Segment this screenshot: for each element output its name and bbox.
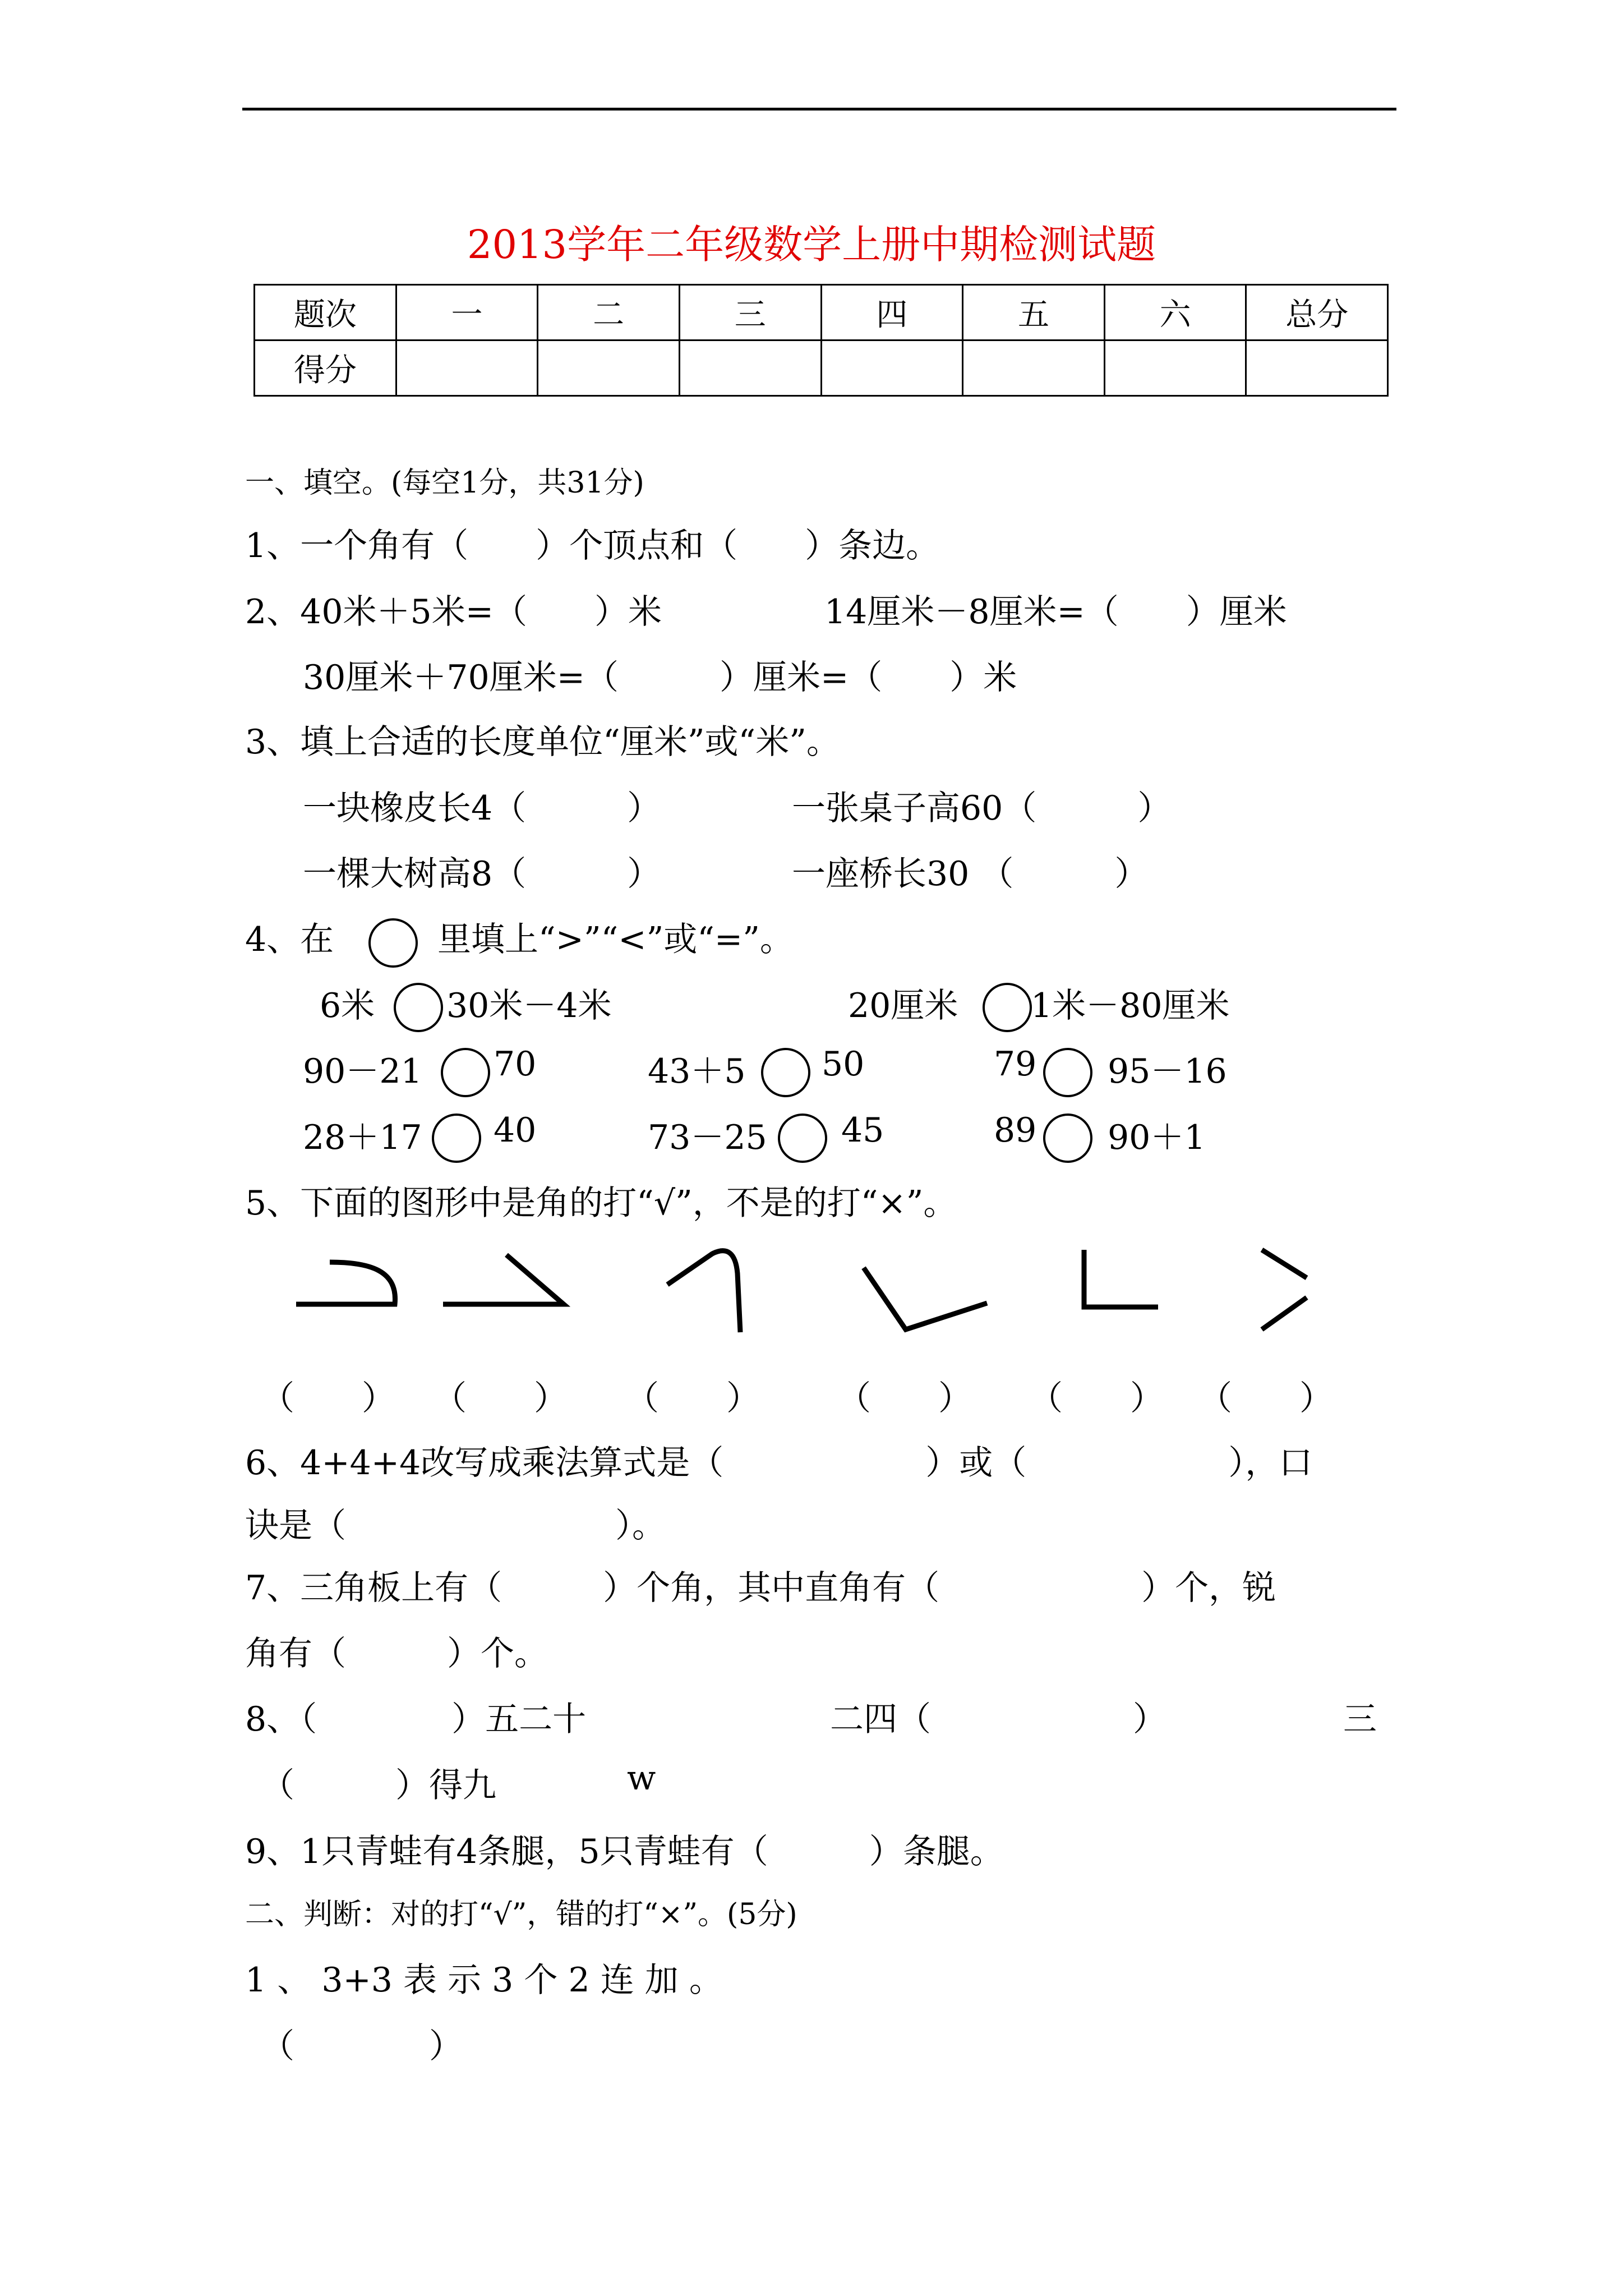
answer-blank[interactable]: （ ） <box>837 1379 972 1418</box>
question-2b: 14厘米－8厘米=（ ）厘米 <box>824 592 1287 632</box>
question-8-stray-mark: w <box>627 1759 656 1798</box>
question-3a: 一块橡皮长4（ ） <box>303 789 661 828</box>
answer-blank[interactable]: （ ） <box>433 1379 568 1418</box>
compare-circle[interactable] <box>761 1048 810 1097</box>
table-row <box>255 285 1388 341</box>
question-8-part3: 三 <box>1343 1700 1377 1739</box>
section2-heading: 二、判断：对的打“√”，错的打“×”。(5分) <box>245 1898 797 1931</box>
q4-r1b-right: 1米－80厘米 <box>1031 986 1230 1025</box>
q4-r3a-right: 40 <box>494 1111 537 1150</box>
q4-r3b-left: 73－25 <box>648 1118 767 1157</box>
table-cell: 五 <box>963 285 1105 341</box>
q4-r3a-left: 28＋17 <box>303 1118 422 1157</box>
answer-blank[interactable]: （ ） <box>261 2027 463 2066</box>
question-6-line1: 6、4+4+4改写成乘法算式是（ ）或（ ），口 <box>245 1443 1313 1483</box>
table-cell: 二 <box>538 285 680 341</box>
figure-right-angle <box>1084 1250 1158 1307</box>
question-4-prefix: 4、在 <box>245 920 334 959</box>
compare-circle[interactable] <box>983 983 1032 1032</box>
figure-open-angle <box>443 1255 564 1304</box>
figure-rounded-corner <box>667 1251 740 1332</box>
q4-r1b-left: 20厘米 <box>848 986 958 1025</box>
q4-r3b-right: 45 <box>841 1111 884 1150</box>
score-table <box>253 284 1389 397</box>
question-3c: 一棵大树高8（ ） <box>303 854 661 894</box>
question-8-part2: 二四（ ） <box>830 1700 1166 1739</box>
answer-blank[interactable]: （ ） <box>1029 1379 1164 1418</box>
q4-r2b-left: 43＋5 <box>648 1052 746 1091</box>
table-cell: 总分 <box>1246 285 1388 341</box>
table-cell: 得分 <box>255 341 396 396</box>
compare-circle[interactable] <box>441 1048 490 1097</box>
table-cell: 四 <box>821 285 963 341</box>
answer-blank[interactable]: （ ） <box>1198 1379 1333 1418</box>
q4-r2b-right: 50 <box>822 1045 865 1084</box>
top-rule <box>242 108 1396 111</box>
page-title: 2013学年二年级数学上册中期检测试题 <box>467 222 1156 268</box>
question-8-part1: 8、（ ）五二十 <box>245 1700 587 1739</box>
q4-r2a-right: 70 <box>494 1045 537 1084</box>
table-cell: 题次 <box>255 285 396 341</box>
question-3d: 一座桥长30 （ ） <box>792 854 1149 894</box>
question-2a: 2、40米＋5米=（ ）米 <box>245 592 662 632</box>
compare-circle[interactable] <box>432 1114 481 1163</box>
figure-curve-shape <box>296 1262 395 1304</box>
table-cell: 六 <box>1104 285 1246 341</box>
question-8-part4: （ ）得九 <box>261 1766 496 1805</box>
section1-heading: 一、填空。(每空1分，共31分) <box>245 466 644 500</box>
compare-circle[interactable] <box>394 983 443 1032</box>
answer-blank[interactable]: （ ） <box>625 1379 760 1418</box>
question-7-line2: 角有（ ）个。 <box>245 1634 548 1673</box>
question-2c: 30厘米＋70厘米=（ ）厘米=（ ）米 <box>303 658 1017 697</box>
q4-r3c-right: 90＋1 <box>1108 1118 1206 1157</box>
q4-r2c-left: 79 <box>994 1045 1037 1084</box>
compare-circle[interactable] <box>1043 1114 1092 1163</box>
question-9: 9、1只青蛙有4条腿，5只青蛙有（ ）条腿。 <box>245 1832 1004 1871</box>
q4-r2c-right: 95－16 <box>1108 1052 1227 1091</box>
question-1: 1、一个角有（ ）个顶点和（ ）条边。 <box>245 526 940 565</box>
question-3b: 一张桌子高60（ ） <box>792 789 1172 828</box>
score-entry-cell[interactable] <box>1246 341 1388 396</box>
compare-circle[interactable] <box>778 1114 827 1163</box>
table-row <box>255 341 1388 396</box>
table-cell: 一 <box>396 285 538 341</box>
question-4-text: 里填上“>”“<”或“=”。 <box>437 920 794 959</box>
question-5: 5、下面的图形中是角的打“√”，不是的打“×”。 <box>245 1184 957 1223</box>
compare-circle[interactable] <box>1043 1048 1092 1097</box>
figure-v-angle <box>864 1268 987 1329</box>
question-6-line2: 诀是（ ）。 <box>245 1506 666 1545</box>
question-7-line1: 7、三角板上有（ ）个角，其中直角有（ ）个，锐 <box>245 1568 1276 1608</box>
answer-blank[interactable]: （ ） <box>261 1379 395 1418</box>
compare-circle-example <box>368 918 418 968</box>
q4-r2a-left: 90－21 <box>303 1052 422 1091</box>
judge-question-1: 1 、 3+3 表 示 3 个 2 连 加 。 <box>245 1961 723 2000</box>
score-entry-cell[interactable] <box>821 341 963 396</box>
q4-r3c-left: 89 <box>994 1111 1037 1150</box>
table-cell: 三 <box>679 285 821 341</box>
q4-r1a-left: 6米 <box>320 986 375 1025</box>
score-entry-cell[interactable] <box>963 341 1105 396</box>
q4-r1a-right: 30米－4米 <box>446 986 612 1025</box>
figure-broken-angle <box>1262 1250 1307 1329</box>
score-entry-cell[interactable] <box>1104 341 1246 396</box>
score-entry-cell[interactable] <box>396 341 538 396</box>
question-3: 3、填上合适的长度单位“厘米”或“米”。 <box>245 723 840 762</box>
score-entry-cell[interactable] <box>538 341 680 396</box>
score-entry-cell[interactable] <box>679 341 821 396</box>
